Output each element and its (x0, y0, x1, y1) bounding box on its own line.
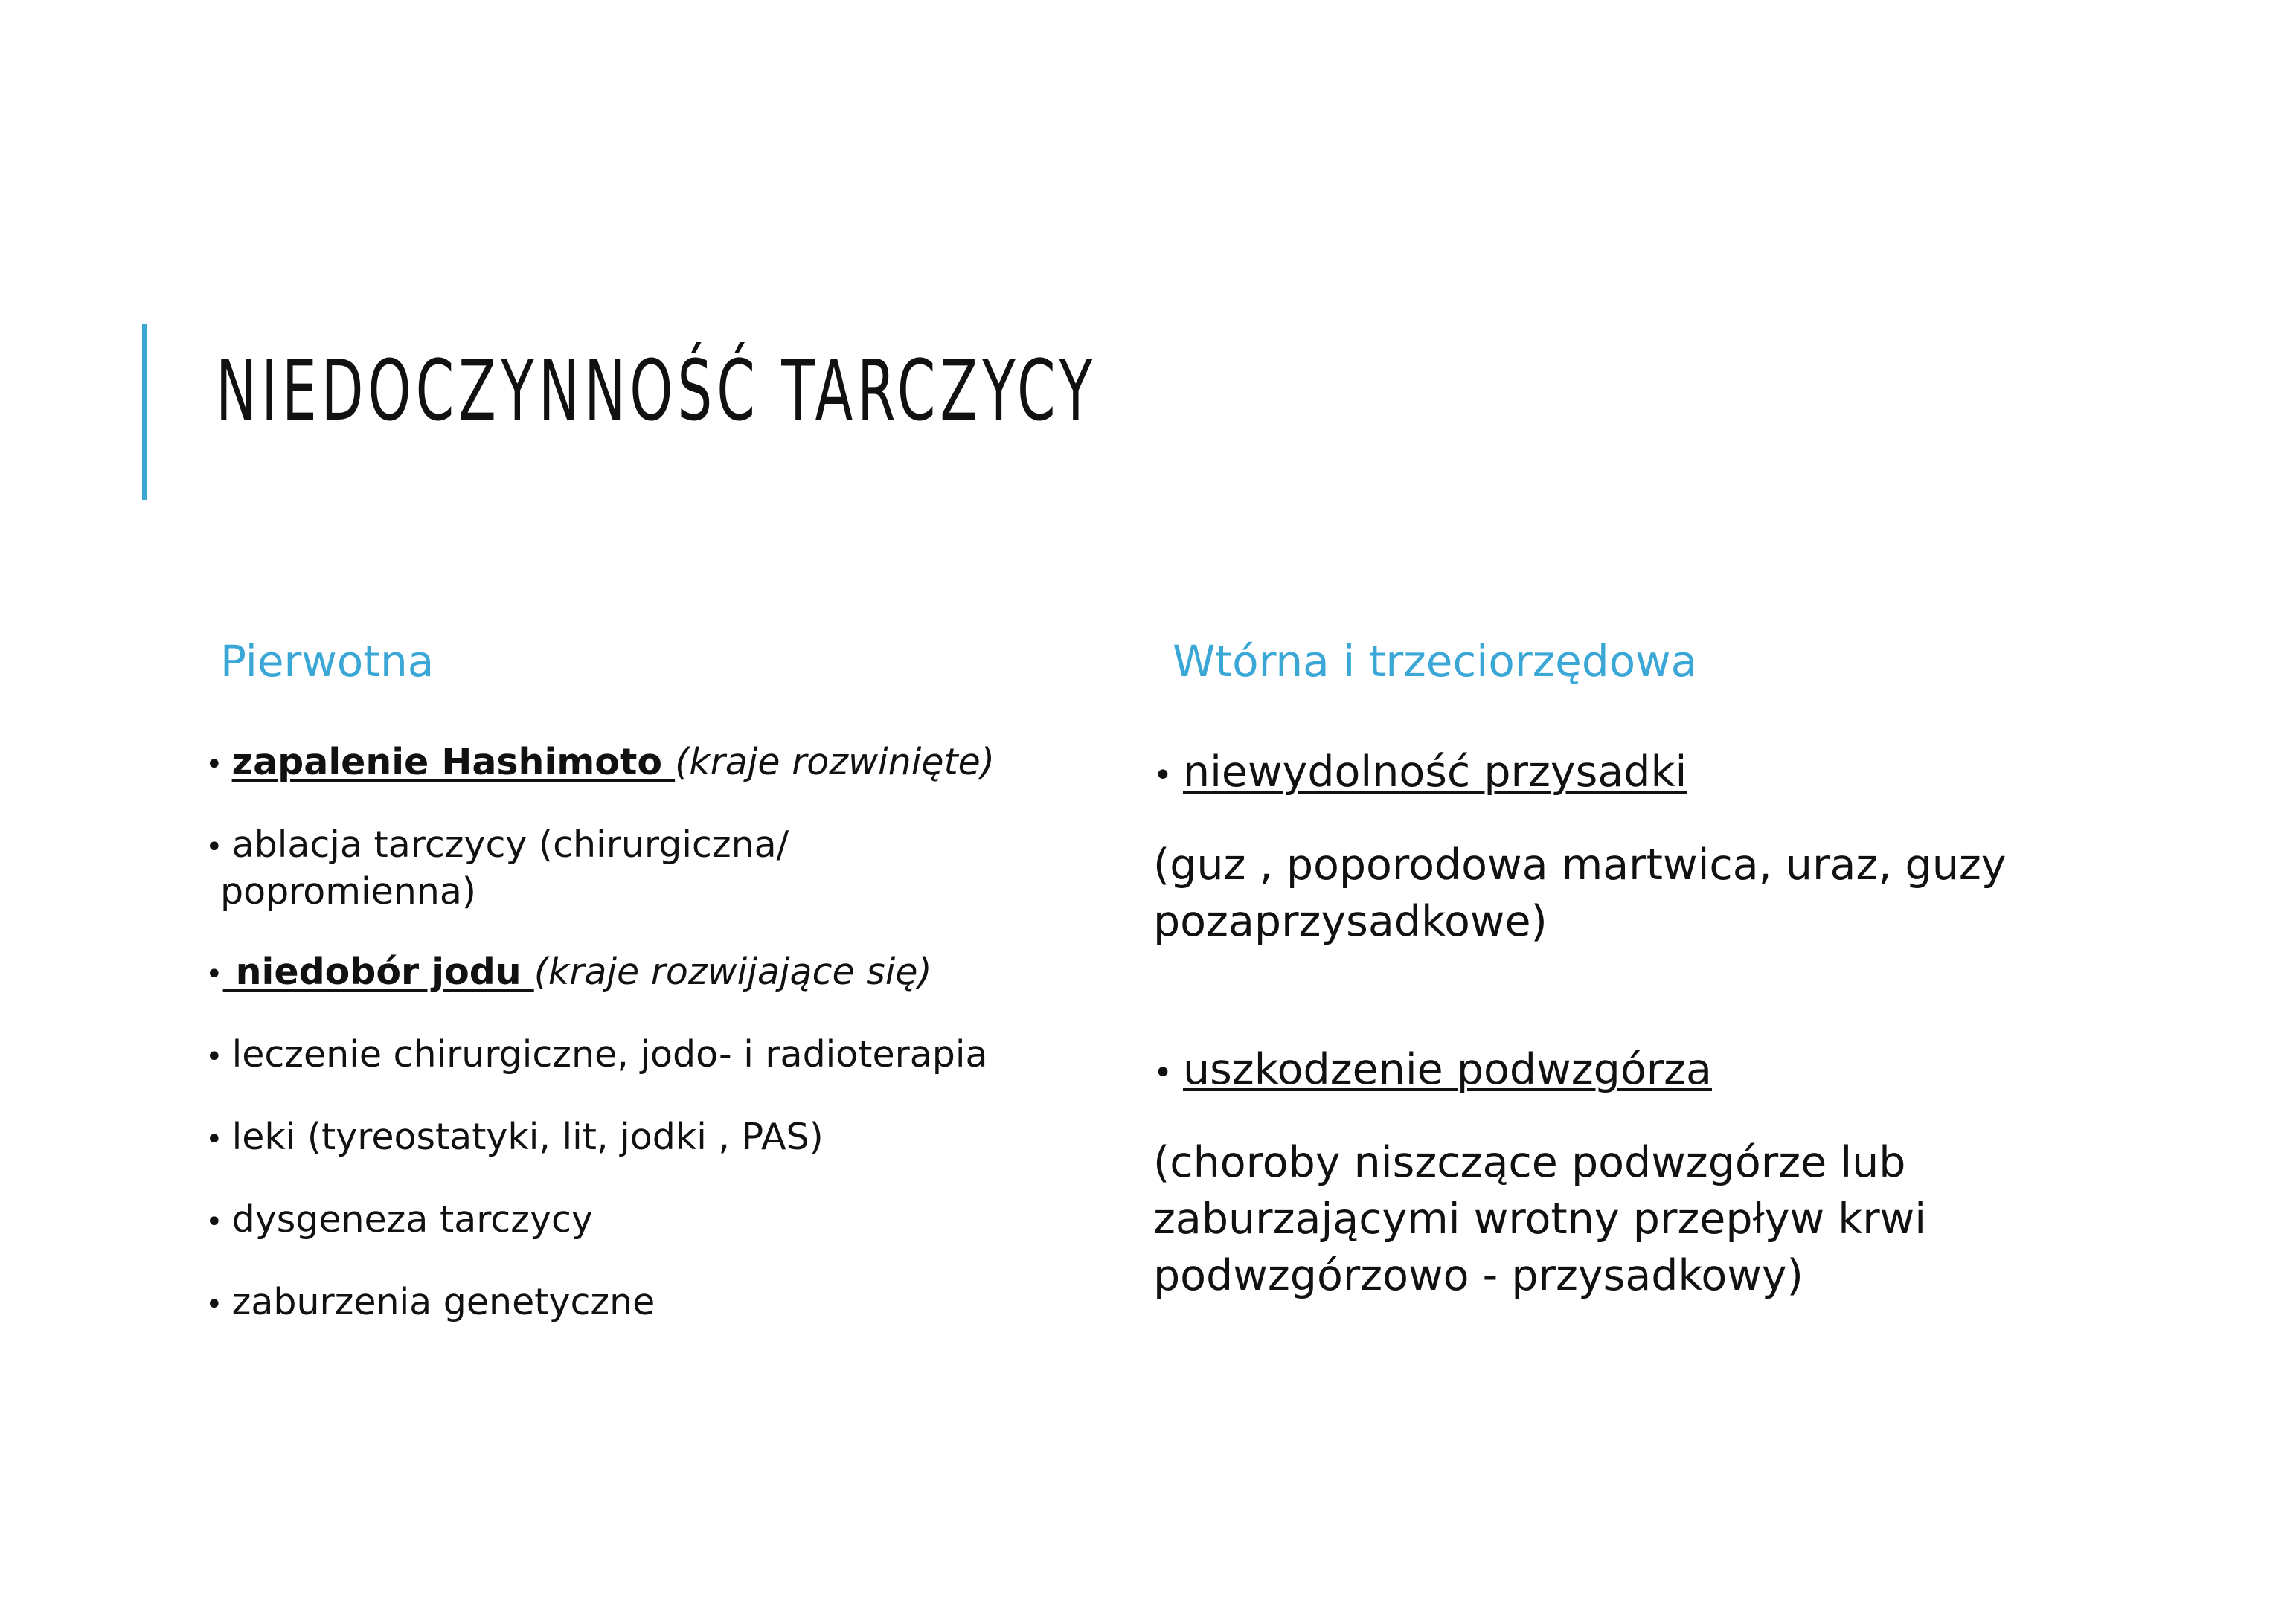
list-item-surgery-radiotherapy (205, 1032, 1083, 1079)
genetic-disorders-text: zaburzenia genetyczne (231, 1281, 655, 1323)
bullet-icon: • (1153, 756, 1173, 794)
bullet-icon: • (205, 957, 223, 992)
dysgenesis-text: dysgeneza tarczycy (231, 1198, 593, 1241)
secondary-tertiary-heading: Wtórna i trzeciorzędowa (1173, 636, 1698, 687)
surgery-radiotherapy-text: leczenie chirurgiczne, jodo- i radioterapia (231, 1033, 988, 1076)
primary-causes-list (205, 740, 1083, 1363)
bullet-icon: • (205, 1122, 223, 1157)
pituitary-insufficiency-detail: (guz , poporodowa martwica, uraz, guzy pozaprzysadkowe) (1153, 841, 2007, 946)
list-item-drugs (205, 1115, 1083, 1162)
bullet-icon: • (205, 1205, 223, 1239)
pituitary-insufficiency-item (1153, 744, 2120, 804)
ablation-text-line2: popromienna) (220, 870, 476, 913)
slide-title: NIEDOCZYNNOŚĆ TARCZYCY (216, 343, 1097, 440)
ablation-text-line1: ablacja tarczycy (chirurgiczna/ (231, 823, 789, 866)
hypothalamus-damage-label: uszkodzenie podwzgórza (1182, 1045, 1712, 1094)
hypothalamus-damage-item (1153, 1041, 2120, 1102)
hypothalamus-damage-detail: (choroby niszczące podwzgórze lub zaburzającymi wrotny przepływ krwi podwzgórzowo - przysadkowy) (1153, 1138, 1927, 1300)
bullet-icon: • (205, 1040, 223, 1074)
iodine-deficiency-note: (kraje rozwijające się) (533, 951, 932, 993)
list-item-hashimoto (205, 740, 1083, 787)
pituitary-insufficiency-label: niewydolność przysadki (1182, 748, 1687, 797)
bullet-icon: • (205, 830, 223, 864)
hashimoto-note: (kraje rozwinięte) (675, 741, 995, 783)
bullet-icon: • (205, 748, 223, 782)
iodine-deficiency-term: niedobór jodu (222, 951, 534, 993)
bullet-icon: • (1153, 1054, 1173, 1092)
bullet-icon: • (205, 1288, 223, 1322)
title-accent-bar (142, 324, 147, 500)
hashimoto-term: zapalenie Hashimoto (231, 741, 676, 783)
list-item-ablation (205, 823, 1083, 914)
drugs-text: leki (tyreostatyki, lit, jodki , PAS) (231, 1116, 824, 1158)
list-item-dysgenesis (205, 1198, 1083, 1244)
list-item-iodine-deficiency (205, 950, 1083, 997)
primary-heading: Pierwotna (220, 636, 434, 687)
list-item-genetic-disorders (205, 1280, 1083, 1327)
